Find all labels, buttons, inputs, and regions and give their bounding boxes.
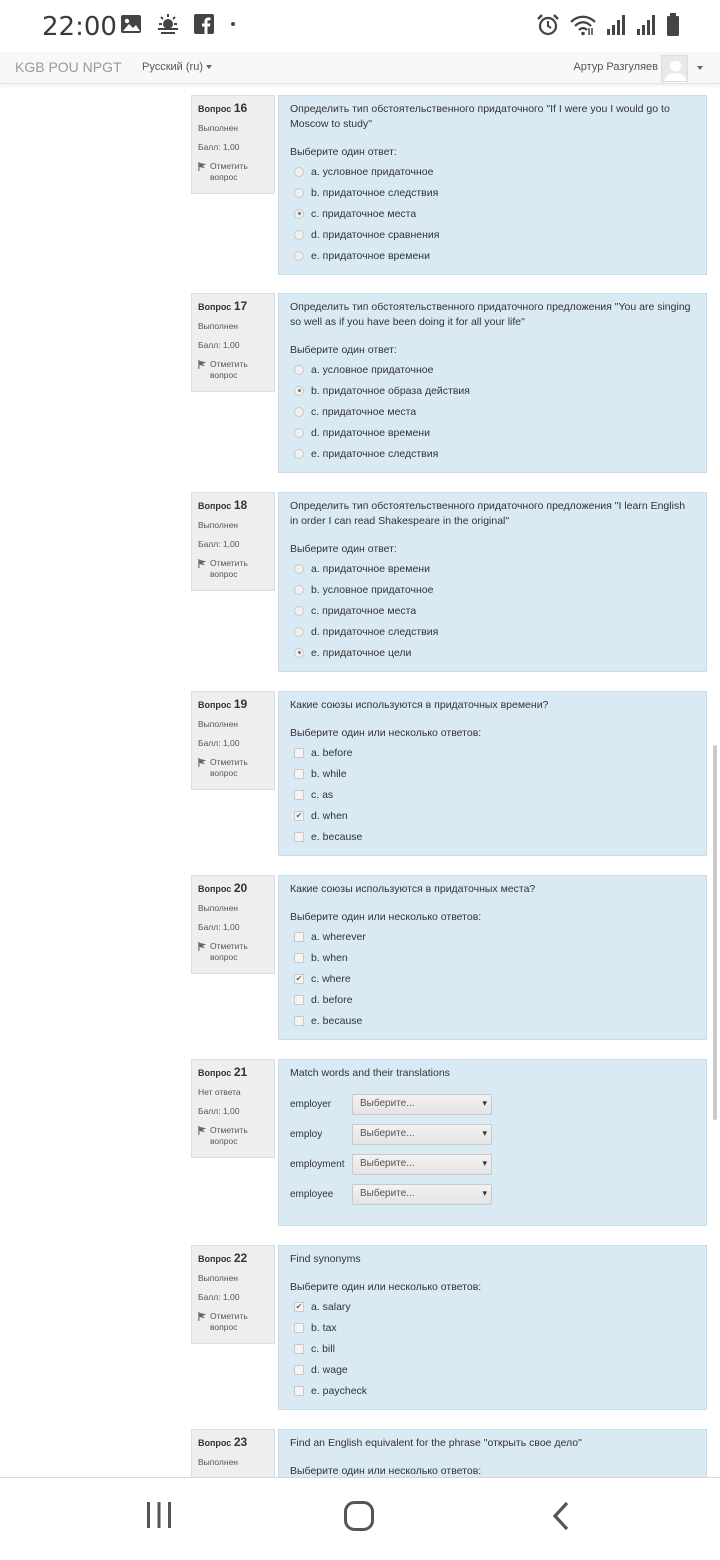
question-grade: Балл: 1,00	[198, 737, 240, 748]
facebook-icon	[194, 14, 214, 34]
flag-question-button[interactable]	[198, 1311, 268, 1332]
answer-option[interactable]	[290, 1296, 695, 1317]
radio-button[interactable]	[294, 365, 304, 375]
radio-button[interactable]	[294, 564, 304, 574]
question-grade: Балл: 1,00	[198, 141, 240, 152]
checkbox[interactable]	[294, 790, 304, 800]
answer-label: a. before	[311, 746, 353, 759]
flag-label: вопрос	[210, 951, 238, 962]
answer-label: a. salary	[311, 1300, 351, 1313]
answer-option[interactable]	[290, 558, 695, 579]
question-formulation	[278, 691, 707, 856]
question-prefix: Вопрос	[198, 884, 232, 894]
question-prefix: Вопрос	[198, 302, 232, 312]
checkbox[interactable]	[294, 1016, 304, 1026]
image-icon	[120, 14, 142, 34]
signal-icon	[636, 14, 656, 36]
answer-option[interactable]	[290, 245, 695, 266]
question-number: 22	[233, 1251, 248, 1265]
question-number: 18	[233, 498, 248, 512]
checkbox[interactable]	[294, 1344, 304, 1354]
answer-option[interactable]	[290, 1359, 695, 1380]
match-word: employ	[290, 1128, 323, 1140]
question-prefix: Вопрос	[198, 104, 232, 114]
answer-label: d. придаточное времени	[311, 426, 430, 439]
match-select[interactable]: Выберите... ▾	[352, 1184, 492, 1205]
flag-question-button[interactable]	[198, 558, 268, 579]
flag-label: Отметить	[210, 359, 248, 370]
answer-label: c. придаточное места	[311, 207, 417, 220]
answer-label: a. wherever	[311, 930, 366, 943]
radio-button[interactable]	[294, 428, 304, 438]
question-info	[191, 691, 275, 790]
question-prefix: Вопрос	[198, 700, 232, 710]
site-brand-link[interactable]: KGB POU NPGT	[15, 59, 122, 75]
checkbox[interactable]	[294, 748, 304, 758]
answer-option[interactable]	[290, 422, 695, 443]
question-info	[191, 293, 275, 392]
question-state: Выполнен	[198, 903, 238, 913]
answer-label: b. условное придаточное	[311, 583, 434, 596]
answer-label: a. условное придаточное	[311, 363, 434, 376]
flag-icon	[198, 559, 207, 568]
question-grade: Балл: 1,00	[198, 921, 240, 932]
page-scrollbar[interactable]	[713, 745, 717, 1120]
answer-label: c. where	[311, 972, 351, 985]
question-prefix: Вопрос	[198, 1068, 232, 1078]
answer-label: c. придаточное места	[311, 604, 417, 617]
answer-label: b. придаточное образа действия	[311, 384, 470, 397]
flag-label: вопрос	[210, 1135, 238, 1146]
question-text: Определить тип обстоятельственного придаточного "If I were you I would go to Moscow to study"	[290, 103, 670, 130]
question-state: Выполнен	[198, 520, 238, 530]
radio-button[interactable]	[294, 251, 304, 261]
home-icon[interactable]	[343, 1500, 375, 1532]
flag-icon	[198, 162, 207, 171]
question-formulation	[278, 1245, 707, 1410]
question-formulation	[278, 1059, 707, 1226]
question-formulation	[278, 875, 707, 1040]
question-number: 21	[233, 1065, 248, 1079]
question-number: 23	[233, 1435, 248, 1449]
answer-label: c. bill	[311, 1342, 335, 1355]
radio-button[interactable]	[294, 449, 304, 459]
question-info	[191, 492, 275, 591]
answer-label: e. придаточное следствия	[311, 447, 439, 460]
question-grade: Балл: 1,00	[198, 339, 240, 350]
answer-label: e. because	[311, 830, 363, 843]
answer-label: d. wage	[311, 1363, 348, 1376]
radio-button[interactable]	[294, 230, 304, 240]
answer-option[interactable]	[290, 784, 695, 805]
answer-option[interactable]	[290, 642, 695, 663]
question-grade: Балл: 1,00	[198, 1105, 240, 1116]
question-formulation	[278, 293, 707, 473]
dot-icon	[228, 19, 238, 29]
user-menu-chevron-icon[interactable]	[697, 66, 703, 70]
flag-icon	[198, 1126, 207, 1135]
question-state: Выполнен	[198, 321, 238, 331]
question-text: Match words and their translations	[290, 1067, 450, 1079]
answer-option[interactable]	[290, 443, 695, 464]
alarm-icon	[536, 13, 560, 37]
question-info	[191, 1429, 275, 1477]
answer-option[interactable]	[290, 926, 695, 947]
answer-label: d. придаточное сравнения	[311, 228, 440, 241]
android-nav-bar	[0, 1477, 720, 1560]
match-select[interactable]: Выберите... ▾	[352, 1154, 492, 1175]
flag-icon	[198, 758, 207, 767]
answer-label: e. because	[311, 1014, 363, 1027]
answer-prompt: Выберите один или несколько ответов:	[290, 1465, 482, 1477]
checkbox[interactable]	[294, 932, 304, 942]
answer-label: e. придаточное времени	[311, 249, 430, 262]
battery-icon	[666, 13, 680, 37]
flag-icon	[198, 1312, 207, 1321]
question-prefix: Вопрос	[198, 1438, 232, 1448]
checkbox[interactable]	[294, 832, 304, 842]
flag-question-button[interactable]	[198, 941, 268, 962]
checkbox[interactable]	[294, 953, 304, 963]
flag-icon	[198, 942, 207, 951]
radio-button[interactable]	[294, 627, 304, 637]
flag-icon	[198, 360, 207, 369]
question-state: Выполнен	[198, 1273, 238, 1283]
question-text: Какие союзы используются в придаточных времени?	[290, 699, 549, 711]
answer-option[interactable]	[290, 968, 695, 989]
flag-label: Отметить	[210, 161, 248, 172]
question-text: Find synonyms	[290, 1253, 361, 1265]
answer-label: e. придаточное цели	[311, 646, 412, 659]
question-info	[191, 95, 275, 194]
checkbox[interactable]	[294, 1323, 304, 1333]
language-menu[interactable]	[142, 61, 212, 73]
answer-prompt: Выберите один ответ:	[290, 543, 397, 555]
flag-label: вопрос	[210, 568, 238, 579]
answer-label: b. while	[311, 767, 347, 780]
avatar[interactable]	[661, 55, 688, 82]
question-info	[191, 1059, 275, 1158]
answer-option[interactable]	[290, 224, 695, 245]
clock: 22:00	[42, 12, 117, 42]
radio-button[interactable]	[294, 167, 304, 177]
answer-prompt: Выберите один ответ:	[290, 146, 397, 158]
match-word: employer	[290, 1098, 332, 1110]
question-text: Определить тип обстоятельственного придаточного предложения "I learn English in order I can read Shakespeare in the original"	[290, 500, 686, 527]
flag-label: Отметить	[210, 941, 248, 952]
question-prefix: Вопрос	[198, 1254, 232, 1264]
user-avatar-icon	[662, 56, 688, 82]
answer-option[interactable]	[290, 1380, 695, 1401]
chevron-down-icon	[206, 65, 212, 69]
answer-option[interactable]	[290, 1317, 695, 1338]
answer-option[interactable]	[290, 401, 695, 422]
flag-label: вопрос	[210, 1321, 238, 1332]
question-number: 16	[233, 101, 248, 115]
flag-label: вопрос	[210, 369, 238, 380]
flag-question-button[interactable]	[198, 161, 268, 182]
flag-question-button[interactable]	[198, 359, 268, 380]
answer-option[interactable]	[290, 579, 695, 600]
radio-button[interactable]	[294, 407, 304, 417]
flag-label: вопрос	[210, 171, 238, 182]
question-text: Find an English equivalent for the phrase "открыть свое дело"	[290, 1437, 582, 1449]
answer-label: a. условное придаточное	[311, 165, 434, 178]
question-state: Нет ответа	[198, 1087, 241, 1097]
flag-label: Отметить	[210, 1311, 248, 1322]
match-select[interactable]: Выберите... ▾	[352, 1094, 492, 1115]
answer-option[interactable]	[290, 161, 695, 182]
checkbox[interactable]	[294, 1386, 304, 1396]
match-word: employment	[290, 1158, 345, 1170]
question-grade: Балл: 1,00	[198, 538, 240, 549]
checkbox-checked[interactable]: ✔	[295, 973, 303, 983]
question-info	[191, 1245, 275, 1344]
answer-option[interactable]	[290, 826, 695, 847]
radio-button-selected[interactable]	[294, 648, 304, 658]
signal-icon	[606, 14, 626, 36]
flag-label: Отметить	[210, 558, 248, 569]
question-number: 19	[233, 697, 248, 711]
answer-option[interactable]	[290, 989, 695, 1010]
question-number: 17	[233, 299, 248, 313]
answer-label: b. tax	[311, 1321, 337, 1334]
answer-label: d. придаточное следствия	[311, 625, 439, 638]
question-formulation	[278, 1429, 707, 1477]
answer-option[interactable]	[290, 203, 695, 224]
match-row	[290, 1179, 695, 1209]
match-row	[290, 1119, 695, 1149]
status-bar	[0, 0, 720, 52]
radio-button-selected[interactable]	[294, 386, 304, 396]
answer-option[interactable]	[290, 805, 695, 826]
answer-prompt: Выберите один или несколько ответов:	[290, 911, 482, 923]
radio-button[interactable]	[294, 585, 304, 595]
answer-option[interactable]	[290, 763, 695, 784]
top-navbar	[0, 52, 720, 84]
flag-question-button[interactable]	[198, 1125, 268, 1146]
answer-option[interactable]	[290, 621, 695, 642]
answer-option[interactable]	[290, 742, 695, 763]
question-state: Выполнен	[198, 123, 238, 133]
match-word: employee	[290, 1188, 334, 1200]
question-info	[191, 875, 275, 974]
answer-prompt: Выберите один или несколько ответов:	[290, 1281, 482, 1293]
match-select[interactable]: Выберите... ▾	[352, 1124, 492, 1145]
match-row	[290, 1089, 695, 1119]
answer-label: b. when	[311, 951, 348, 964]
quiz-review-page	[0, 85, 720, 1477]
question-number: 20	[233, 881, 248, 895]
question-grade: Балл: 1,00	[198, 1291, 240, 1302]
answer-prompt: Выберите один ответ:	[290, 344, 397, 356]
answer-label: b. придаточное следствия	[311, 186, 439, 199]
back-icon[interactable]	[550, 1500, 572, 1532]
question-formulation	[278, 492, 707, 672]
answer-option[interactable]	[290, 1338, 695, 1359]
answer-label: d. before	[311, 993, 353, 1006]
checkbox-checked[interactable]: ✔	[295, 810, 303, 820]
question-prefix: Вопрос	[198, 501, 232, 511]
question-state: Выполнен	[198, 1457, 238, 1467]
question-text: Определить тип обстоятельственного придаточного предложения "You are singing so well as if you have been doing it for all your life"	[290, 301, 691, 328]
question-state: Выполнен	[198, 719, 238, 729]
question-formulation	[278, 95, 707, 275]
checkbox[interactable]	[294, 769, 304, 779]
question-text: Какие союзы используются в придаточных места?	[290, 883, 536, 895]
recent-apps-icon[interactable]	[145, 1500, 173, 1530]
answer-option[interactable]	[290, 359, 695, 380]
weather-icon	[156, 14, 180, 34]
checkbox-checked[interactable]: ✔	[295, 1301, 303, 1311]
answer-option[interactable]	[290, 380, 695, 401]
answer-option[interactable]	[290, 182, 695, 203]
user-menu-name[interactable]: Артур Разгуляев	[573, 61, 658, 73]
answer-prompt: Выберите один или несколько ответов:	[290, 727, 482, 739]
checkbox[interactable]	[294, 1365, 304, 1375]
checkbox[interactable]	[294, 995, 304, 1005]
flag-label: Отметить	[210, 757, 248, 768]
radio-button-selected[interactable]	[294, 209, 304, 219]
language-label: Русский (ru)	[142, 61, 203, 73]
radio-button[interactable]	[294, 188, 304, 198]
wifi-icon	[570, 14, 596, 36]
answer-label: c. придаточное места	[311, 405, 417, 418]
match-row	[290, 1149, 695, 1179]
answer-option[interactable]	[290, 600, 695, 621]
flag-question-button[interactable]	[198, 757, 268, 778]
answer-label: a. придаточное времени	[311, 562, 430, 575]
flag-label: вопрос	[210, 767, 238, 778]
answer-option[interactable]	[290, 1010, 695, 1031]
answer-option[interactable]	[290, 947, 695, 968]
flag-label: Отметить	[210, 1125, 248, 1136]
answer-label: c. as	[311, 788, 334, 801]
radio-button[interactable]	[294, 606, 304, 616]
answer-label: d. when	[311, 809, 348, 822]
answer-label: e. paycheck	[311, 1384, 368, 1397]
